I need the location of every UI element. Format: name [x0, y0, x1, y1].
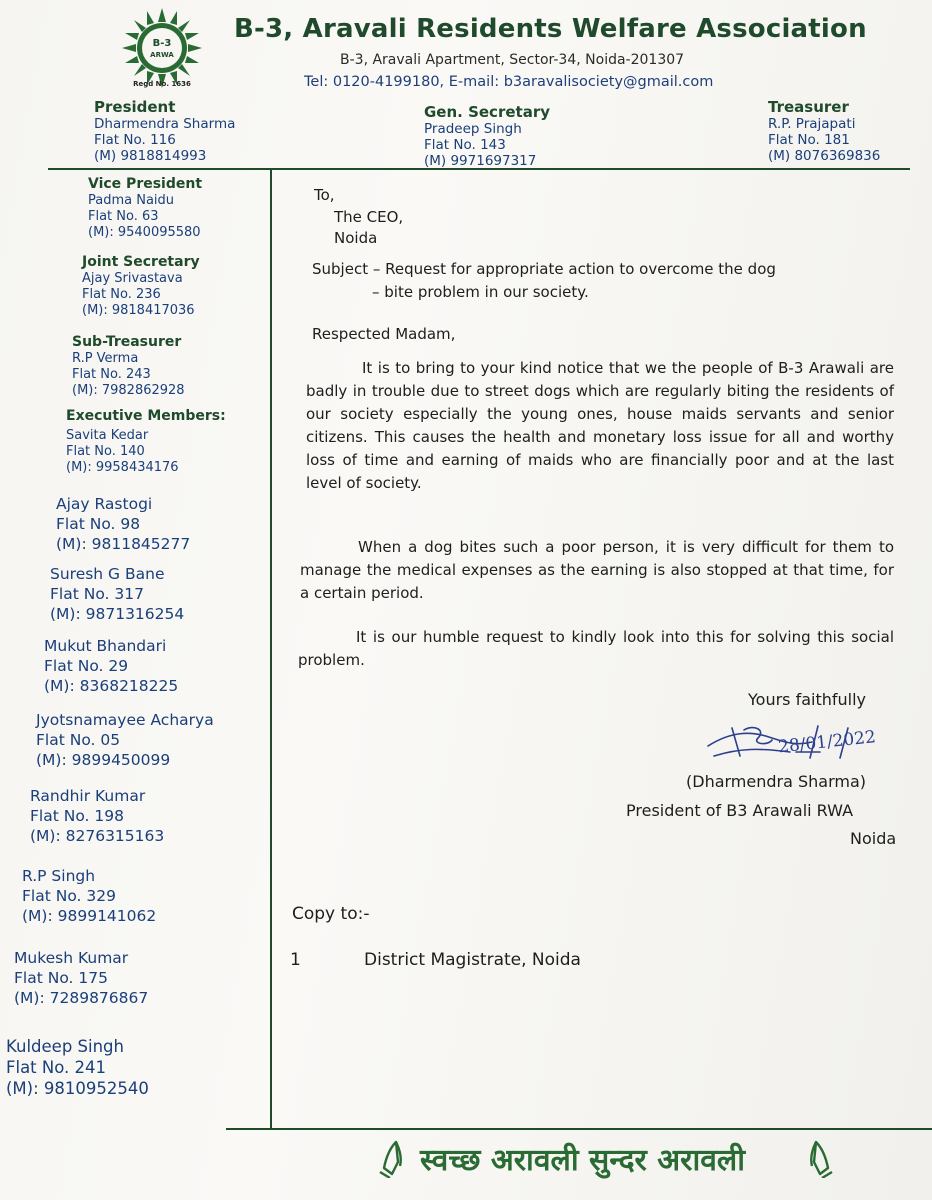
- member-name: Ajay Srivastava: [82, 271, 183, 286]
- namaste-hands-icon: [796, 1138, 836, 1178]
- member-mobile: (M): 7982862928: [72, 383, 185, 398]
- letter-paragraph-2: When a dog bites such a poor person, it is very difficult for them to manage the medical expenses as the earning is also stopped at that time, for a certain period.: [300, 538, 894, 602]
- president-role: President: [94, 98, 176, 116]
- gen-secretary-name: Pradeep Singh: [424, 121, 522, 137]
- member-role: Vice President: [88, 176, 203, 192]
- logo-text-bottom: ARWA: [150, 51, 174, 59]
- treasurer-role: Treasurer: [768, 98, 849, 116]
- gen-secretary-role: Gen. Secretary: [424, 103, 550, 121]
- member-name: Randhir Kumar: [30, 787, 146, 805]
- letter-salutation: Respected Madam,: [312, 325, 456, 343]
- member-mobile: (M): 9818417036: [82, 303, 195, 318]
- member-flat: Flat No. 241: [6, 1058, 107, 1077]
- member-name: Jyotsnamayee Acharya: [36, 711, 214, 729]
- treasurer-flat: Flat No. 181: [768, 132, 850, 148]
- member-name: Savita Kedar: [66, 428, 149, 443]
- organization-name: B-3, Aravali Residents Welfare Association: [234, 14, 867, 44]
- treasurer-block: [768, 98, 880, 164]
- member-mobile: (M): 9871316254: [50, 605, 185, 623]
- member-flat: Flat No. 05: [36, 731, 121, 749]
- footer-slogan: स्वच्छ अरावली सुन्दर अरावली: [420, 1143, 746, 1178]
- member-role: Joint Secretary: [82, 254, 200, 270]
- letter-paragraph-1: It is to bring to your kind notice that we the people of B-3 Arawali are badly in trouble due to street dogs which are regularly biting the residents of our society especially the young ones, house maids servants and senior citizens. This causes the health and monetary loss issue for all and worthy loss of time and earning of maids who are financially poor and at the last level of society.: [306, 359, 894, 492]
- signatory-name: (Dharmendra Sharma): [686, 772, 867, 791]
- member-name: Kuldeep Singh: [6, 1037, 124, 1056]
- member-name: Mukut Bhandari: [44, 637, 167, 655]
- member-name: R.P Verma: [72, 351, 139, 366]
- sidebar-member-executive-3: [50, 564, 184, 624]
- member-role: Executive Members:: [66, 408, 226, 424]
- sidebar-member-executive-7: [22, 866, 156, 926]
- member-mobile: (M): 9811845277: [56, 535, 191, 553]
- member-name: Mukesh Kumar: [14, 949, 129, 967]
- member-mobile: (M): 9810952540: [6, 1079, 149, 1098]
- sidebar-member-executive-8: [14, 948, 148, 1008]
- member-flat: Flat No. 98: [56, 515, 141, 533]
- member-flat: Flat No. 29: [44, 657, 129, 675]
- registration-number: Regd No. 1636: [133, 80, 191, 88]
- member-name: Suresh G Bane: [50, 565, 165, 583]
- letter-paragraph-3: It is our humble request to kindly look into this for solving this social problem.: [298, 628, 894, 669]
- header-divider: [48, 168, 910, 170]
- treasurer-name: R.P. Prajapati: [768, 116, 856, 132]
- member-flat: Flat No. 317: [50, 585, 144, 603]
- member-mobile: (M): 9958434176: [66, 460, 179, 475]
- organization-address: B-3, Aravali Apartment, Sector-34, Noida-201307: [340, 52, 685, 68]
- member-flat: Flat No. 236: [82, 287, 161, 302]
- member-mobile: (M): 9540095580: [88, 225, 201, 240]
- president-block: [94, 98, 235, 164]
- member-flat: Flat No. 175: [14, 969, 108, 987]
- sidebar-divider: [270, 168, 272, 1128]
- president-flat: Flat No. 116: [94, 132, 176, 148]
- member-mobile: (M): 9899450099: [36, 751, 171, 769]
- signatory-place: Noida: [850, 829, 897, 848]
- copy-recipient: District Magistrate, Noida: [364, 950, 581, 970]
- member-flat: Flat No. 140: [66, 444, 145, 459]
- member-name: R.P Singh: [22, 867, 96, 885]
- letter-recipient-line1: The CEO,: [334, 208, 404, 226]
- president-name: Dharmendra Sharma: [94, 116, 236, 132]
- letter-to: To,: [314, 186, 335, 204]
- member-mobile: (M): 9899141062: [22, 907, 157, 925]
- member-flat: Flat No. 243: [72, 367, 151, 382]
- letter-recipient-line2: Noida: [334, 229, 378, 247]
- sidebar-member-vice-president: [88, 176, 202, 241]
- sidebar-member-executive-2: [56, 494, 190, 554]
- signatory-title: President of B3 Arawali RWA: [626, 801, 854, 820]
- gen-secretary-flat: Flat No. 143: [424, 137, 506, 153]
- gen-secretary-mobile: (M) 9971697317: [424, 153, 537, 169]
- letter-closing: Yours faithfully: [748, 690, 867, 709]
- logo-text-top: B-3: [152, 38, 172, 49]
- treasurer-mobile: (M) 8076369836: [768, 148, 881, 164]
- letter-subject-line1: Subject – Request for appropriate action to overcome the dog: [312, 260, 776, 278]
- organization-contact: Tel: 0120-4199180, E-mail: b3aravalisociety@gmail.com: [304, 74, 714, 90]
- association-logo: [122, 8, 202, 88]
- president-mobile: (M) 9818814993: [94, 148, 207, 164]
- member-role: Sub-Treasurer: [72, 334, 182, 350]
- member-flat: Flat No. 198: [30, 807, 124, 825]
- member-flat: Flat No. 63: [88, 209, 159, 224]
- copy-number: 1: [290, 950, 301, 970]
- gen-secretary-block: [424, 103, 550, 169]
- sidebar-member-sub-treasurer: [72, 334, 185, 399]
- signature-date: 28/01/2022: [777, 727, 877, 758]
- sidebar-member-executive-5: [36, 710, 214, 770]
- letter-subject-line2: – bite problem in our society.: [372, 283, 589, 301]
- sidebar-member-joint-secretary: [82, 254, 200, 319]
- member-mobile: (M): 8276315163: [30, 827, 165, 845]
- sidebar-member-executive-6: [30, 786, 164, 846]
- member-name: Padma Naidu: [88, 193, 175, 208]
- sidebar-member-executive-4: [44, 636, 178, 696]
- member-flat: Flat No. 329: [22, 887, 116, 905]
- namaste-hands-icon: [376, 1138, 416, 1178]
- sidebar-member-executive-1: [66, 408, 226, 476]
- sidebar-member-executive-9: [6, 1036, 149, 1099]
- handwritten-signature: [700, 712, 910, 770]
- copy-to-label: Copy to:-: [292, 904, 370, 924]
- member-mobile: (M): 8368218225: [44, 677, 179, 695]
- member-mobile: (M): 7289876867: [14, 989, 149, 1007]
- footer-divider: [226, 1128, 932, 1130]
- member-name: Ajay Rastogi: [56, 495, 153, 513]
